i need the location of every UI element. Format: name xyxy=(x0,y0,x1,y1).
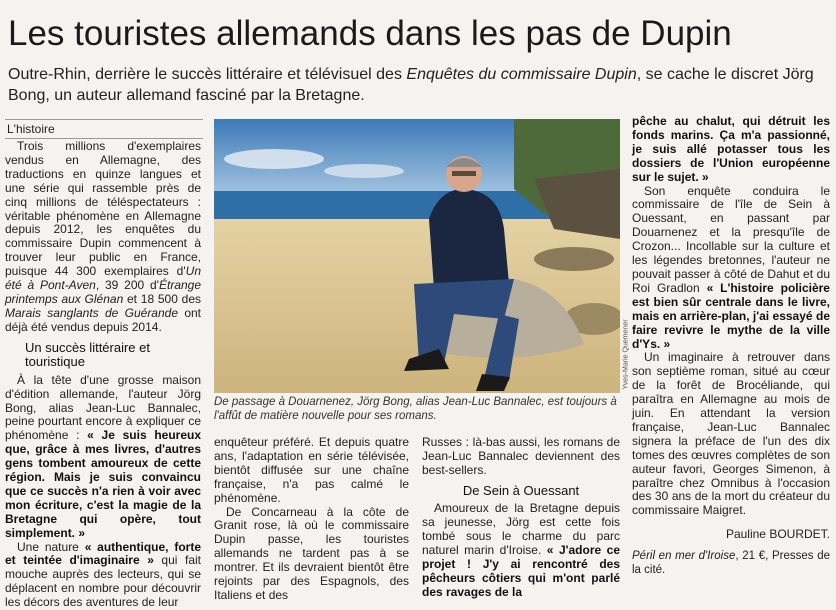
photo-credit xyxy=(620,300,630,392)
lead-text: Outre-Rhin, derrière le succès littéraire et télévisuel des xyxy=(8,66,407,83)
text: qui fait mouche auprès des lecteurs, qui se déplacent en nombre pour découvrir les décors des aventures de leur xyxy=(5,553,201,610)
photo-credit-text: Yves-Marie Quemener xyxy=(622,319,630,390)
paragraph: enquêteur préféré. Et depuis quatre ans, l'adaptation en série télévisée, bientôt diffusée sur une chaîne française, n'a pas calmé le phénomène. xyxy=(214,435,409,505)
article-photo xyxy=(214,119,620,393)
column-3 xyxy=(422,436,620,600)
book-title: Étrange printemps aux Glénan xyxy=(5,278,202,306)
article-lead xyxy=(8,64,828,106)
text: Une nature xyxy=(17,539,85,554)
paragraph: De Concarneau à la côte de Granit rose, là où le commissaire Dupin passe, les touristes allemands ne tardent pas à se montrer. Et ils devraient bientôt être rejoints par des Espagnols, des Italiens et des xyxy=(214,504,409,602)
book-title: Péril en mer d'Iroise xyxy=(632,550,736,563)
lead-book-series-title: Enquêtes du commissaire Dupin xyxy=(406,66,637,83)
section-rubric: L'histoire xyxy=(5,119,203,139)
book-title: Un été à Pont-Aven xyxy=(5,264,201,293)
paragraph xyxy=(5,140,201,335)
quote: « J'adore ce projet ! J'y ai rencontré des pêcheurs côtiers qui m'ont parlé des ravages de la xyxy=(422,542,620,599)
quote: « authentique, forte et teintée d'imaginaire » xyxy=(5,539,201,568)
text: Amoureux de la Bretagne depuis sa jeunesse, Jörg est cette fois tombé sous le charme du parc naturel marin d'Iroise. xyxy=(422,501,620,557)
quote: « Je suis heureux que, grâce à mes livres, d'autres gens tombent amoureux de cette région. Mais je suis convaincu que ce succès n'a rien à voir avec mon écriture, c'est la magie de la Bretagne qui opère, tout simplement. » xyxy=(5,428,202,540)
subheading: Un succès littéraire et touristique xyxy=(25,339,150,370)
paragraph: Un imaginaire à retrouver dans son septième roman, situé au cœur de la forêt de Brocéliande, qui paraîtra en Allemagne au mois de juin. En attendant la version française, Jean-Luc Bannalec signera la préface de l'un des dix tomes des œuvres complètes de son auteur favori, Georges Simenon, à paraître chez Omnibus à l'occasion des 30 ans de la mort du créateur du commissaire Maigret. xyxy=(632,350,830,518)
subheading: De Sein à Ouessant xyxy=(462,482,580,498)
paragraph xyxy=(5,541,201,610)
photo-caption: De passage à Douarnenez, Jörg Bong, alias Jean-Luc Bannalec, est toujours à l'affût de matière nouvelle pour ses romans. xyxy=(214,396,617,422)
text: et 18 500 des xyxy=(123,291,201,306)
text: À la tête d'une grosse maison d'édition allemande, l'auteur Jörg Bong, alias Jean-Luc Bannalec, peine pourtant encore à expliquer ce phénomène : xyxy=(5,372,201,443)
column-2 xyxy=(214,436,409,603)
beach-photo-illustration xyxy=(214,119,620,393)
author-signature: Pauline BOURDET. xyxy=(725,527,830,542)
paragraph xyxy=(422,502,620,599)
paragraph: Russes : là-bas aussi, les romans de Jean-Luc Bannalec deviennent des best-sellers. xyxy=(422,435,620,477)
paragraph xyxy=(5,374,201,541)
quote: pêche au chalut, qui détruit les fonds marins. Ça m'a passionné, je suis allé potasser tous les dossiers de l'Union européenne sur le sujet. » xyxy=(632,114,830,184)
article-headline: Les touristes allemands dans les pas de Dupin xyxy=(8,14,732,53)
lead-text-end: , se cache le discret Jörg Bong, un auteur allemand fasciné par la Bretagne. xyxy=(8,66,814,104)
text: , 39 200 d' xyxy=(95,278,159,293)
column-1 xyxy=(5,140,201,610)
paragraph xyxy=(632,185,830,352)
text: ont déjà été vendus depuis 2014. xyxy=(5,305,201,334)
text: Trois millions d'exemplaires vendus en Allemagne, des traductions en quinze langues et une série qui rassemble près de cinq millions de téléspectateurs : véritable phénomène en Allemagne depuis 2012, les enquêtes du commissaire Dupin commencent à trouver leur public en France, puisque 44 300 exemplaires d' xyxy=(5,139,201,279)
text: Son enquête conduira le commissaire de l'île de Sein à Ouessant, en passant par Douarnenez et la presqu'île de Crozon... Incollable sur la culture et les légendes bretonnes, l'auteur ne pouvait passer à côté de Dahut et du Roi Gradlon xyxy=(632,183,830,295)
paragraph xyxy=(632,115,830,185)
quote: « L'histoire policière est bien sûr centrale dans le livre, mais en arrière-plan, j'ai essayé de faire revivre le mythe de la ville d'Ys. » xyxy=(632,280,830,351)
book-reference xyxy=(632,550,830,578)
column-4 xyxy=(632,115,830,578)
text: , 21 €, Presses de la cité. xyxy=(632,550,830,577)
book-title: Marais sanglants de Guérande xyxy=(5,305,179,320)
